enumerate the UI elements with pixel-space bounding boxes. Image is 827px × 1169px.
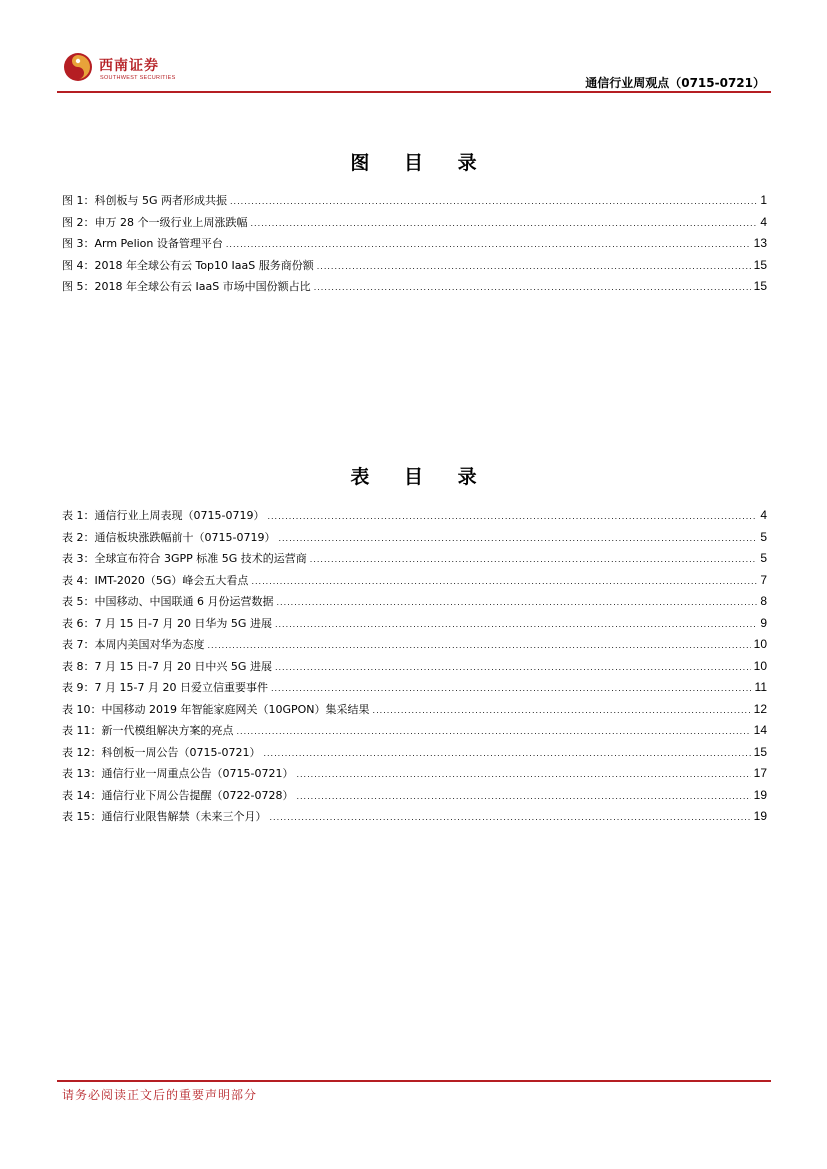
table-entry[interactable]	[62, 744, 767, 766]
figure-entry-label: 图 2：申万 28 个一级行业上周涨跌幅	[62, 215, 248, 229]
figure-entry-page: 15	[753, 279, 767, 293]
figure-entry[interactable]	[62, 192, 767, 214]
table-entry[interactable]	[62, 529, 767, 551]
tables-index-title: 表 目 录	[350, 466, 491, 488]
figure-entry-label: 图 5：2018 年全球公有云 IaaS 市场中国份额占比	[62, 280, 311, 293]
table-entry-page: 10	[753, 658, 767, 673]
footer-disclaimer: 请务必阅读正文后的重要声明部分	[62, 1088, 258, 1102]
footer-divider	[57, 1080, 771, 1082]
dot-leader	[275, 620, 757, 629]
table-entry[interactable]	[62, 787, 767, 809]
table-entry[interactable]	[62, 722, 767, 744]
table-entry-page: 19	[753, 787, 767, 802]
dot-leader	[275, 663, 751, 672]
table-entry[interactable]	[62, 550, 767, 572]
figure-entry[interactable]	[62, 214, 767, 236]
dot-leader	[237, 727, 751, 736]
dot-leader	[270, 813, 751, 822]
table-entry-label: 表 1：通信行业上周表现（0715-0719）	[62, 509, 265, 522]
figure-entry-label: 图 4：2018 年全球公有云 Top10 IaaS 服务商份额	[62, 258, 314, 272]
tables-index-list	[62, 507, 767, 830]
figure-entry-page: 15	[753, 257, 767, 272]
page-header	[57, 46, 771, 94]
figure-entry-page: 13	[753, 236, 767, 250]
table-entry-label: 表 10：中国移动 2019 年智能家庭网关（10GPON）集采结果	[62, 702, 370, 716]
dot-leader	[271, 684, 752, 693]
table-entry-label: 表 15：通信行业限售解禁（未来三个月）	[62, 810, 267, 823]
dot-leader	[230, 197, 757, 206]
company-logo	[63, 48, 183, 84]
dot-leader	[267, 512, 757, 521]
dot-leader	[250, 219, 757, 228]
table-entry-label: 表 14：通信行业下周公告提醒（0722-0728）	[62, 788, 294, 802]
figures-index-list	[62, 192, 767, 300]
table-entry-label: 表 6：7 月 15 日-7 月 20 日华为 5G 进展	[62, 616, 272, 630]
table-entry-page: 17	[753, 766, 767, 780]
table-entry[interactable]	[62, 808, 767, 830]
dot-leader	[317, 262, 751, 271]
table-entry-page: 15	[753, 744, 767, 759]
figure-entry-page: 1	[760, 193, 767, 207]
dot-leader	[226, 240, 751, 249]
table-entry-page: 5	[760, 551, 767, 565]
logo-chinese-name: 西南证券	[99, 58, 159, 74]
figure-entry-page: 4	[760, 214, 767, 229]
table-entry-label: 表 13：通信行业一周重点公告（0715-0721）	[62, 767, 294, 780]
table-entry-page: 11	[754, 680, 767, 694]
figure-entry[interactable]	[62, 278, 767, 300]
dot-leader	[251, 577, 757, 586]
dot-leader	[263, 749, 750, 758]
figure-entry-label: 图 1：科创板与 5G 两者形成共振	[62, 194, 228, 207]
logo-english-name: SOUTHWEST SECURITIES	[100, 75, 176, 81]
table-entry[interactable]	[62, 765, 767, 787]
dot-leader	[296, 770, 750, 779]
table-entry[interactable]	[62, 636, 767, 658]
table-entry-label: 表 11：新一代模组解决方案的亮点	[62, 724, 234, 737]
table-entry-page: 7	[760, 572, 767, 587]
table-entry-page: 10	[753, 637, 767, 651]
table-entry-page: 8	[760, 594, 767, 608]
table-entry[interactable]	[62, 701, 767, 723]
table-entry-label: 表 2：通信板块涨跌幅前十（0715-0719）	[62, 530, 276, 544]
figures-index-title: 图 目 录	[350, 152, 491, 174]
table-entry-page: 5	[760, 529, 767, 544]
report-title: 通信行业周观点（0715-0721）	[585, 76, 765, 90]
dot-leader	[296, 792, 750, 801]
dot-leader	[310, 555, 758, 564]
table-entry-label: 表 12：科创板一周公告（0715-0721）	[62, 745, 261, 759]
table-entry[interactable]	[62, 572, 767, 594]
figure-entry[interactable]	[62, 257, 767, 279]
header-divider	[57, 91, 771, 93]
table-entry-label: 表 5：中国移动、中国联通 6 月份运营数据	[62, 595, 274, 608]
table-entry-page: 12	[753, 701, 767, 716]
dot-leader	[208, 641, 751, 650]
dot-leader	[277, 598, 758, 607]
dot-leader	[314, 283, 751, 292]
table-entry-label: 表 9：7 月 15-7 月 20 日爱立信重要事件	[62, 681, 268, 694]
dot-leader	[373, 706, 751, 715]
table-entry-page: 14	[753, 723, 767, 737]
table-entry-page: 4	[760, 508, 767, 522]
figure-entry[interactable]	[62, 235, 767, 257]
table-entry-label: 表 7：本周内美国对华为态度	[62, 638, 205, 651]
table-entry[interactable]	[62, 507, 767, 529]
table-entry[interactable]	[62, 593, 767, 615]
figure-entry-label: 图 3：Arm Pelion 设备管理平台	[62, 237, 223, 250]
table-entry[interactable]	[62, 679, 767, 701]
table-entry-page: 9	[760, 615, 767, 630]
table-entry-page: 19	[753, 809, 767, 823]
logo-mark-icon	[63, 52, 93, 82]
table-entry-label: 表 8：7 月 15 日-7 月 20 日中兴 5G 进展	[62, 659, 272, 673]
table-entry[interactable]	[62, 658, 767, 680]
table-entry-label: 表 3：全球宣布符合 3GPP 标准 5G 技术的运营商	[62, 552, 307, 565]
dot-leader	[278, 534, 757, 543]
table-entry-label: 表 4：IMT-2020（5G）峰会五大看点	[62, 573, 249, 587]
table-entry[interactable]	[62, 615, 767, 637]
